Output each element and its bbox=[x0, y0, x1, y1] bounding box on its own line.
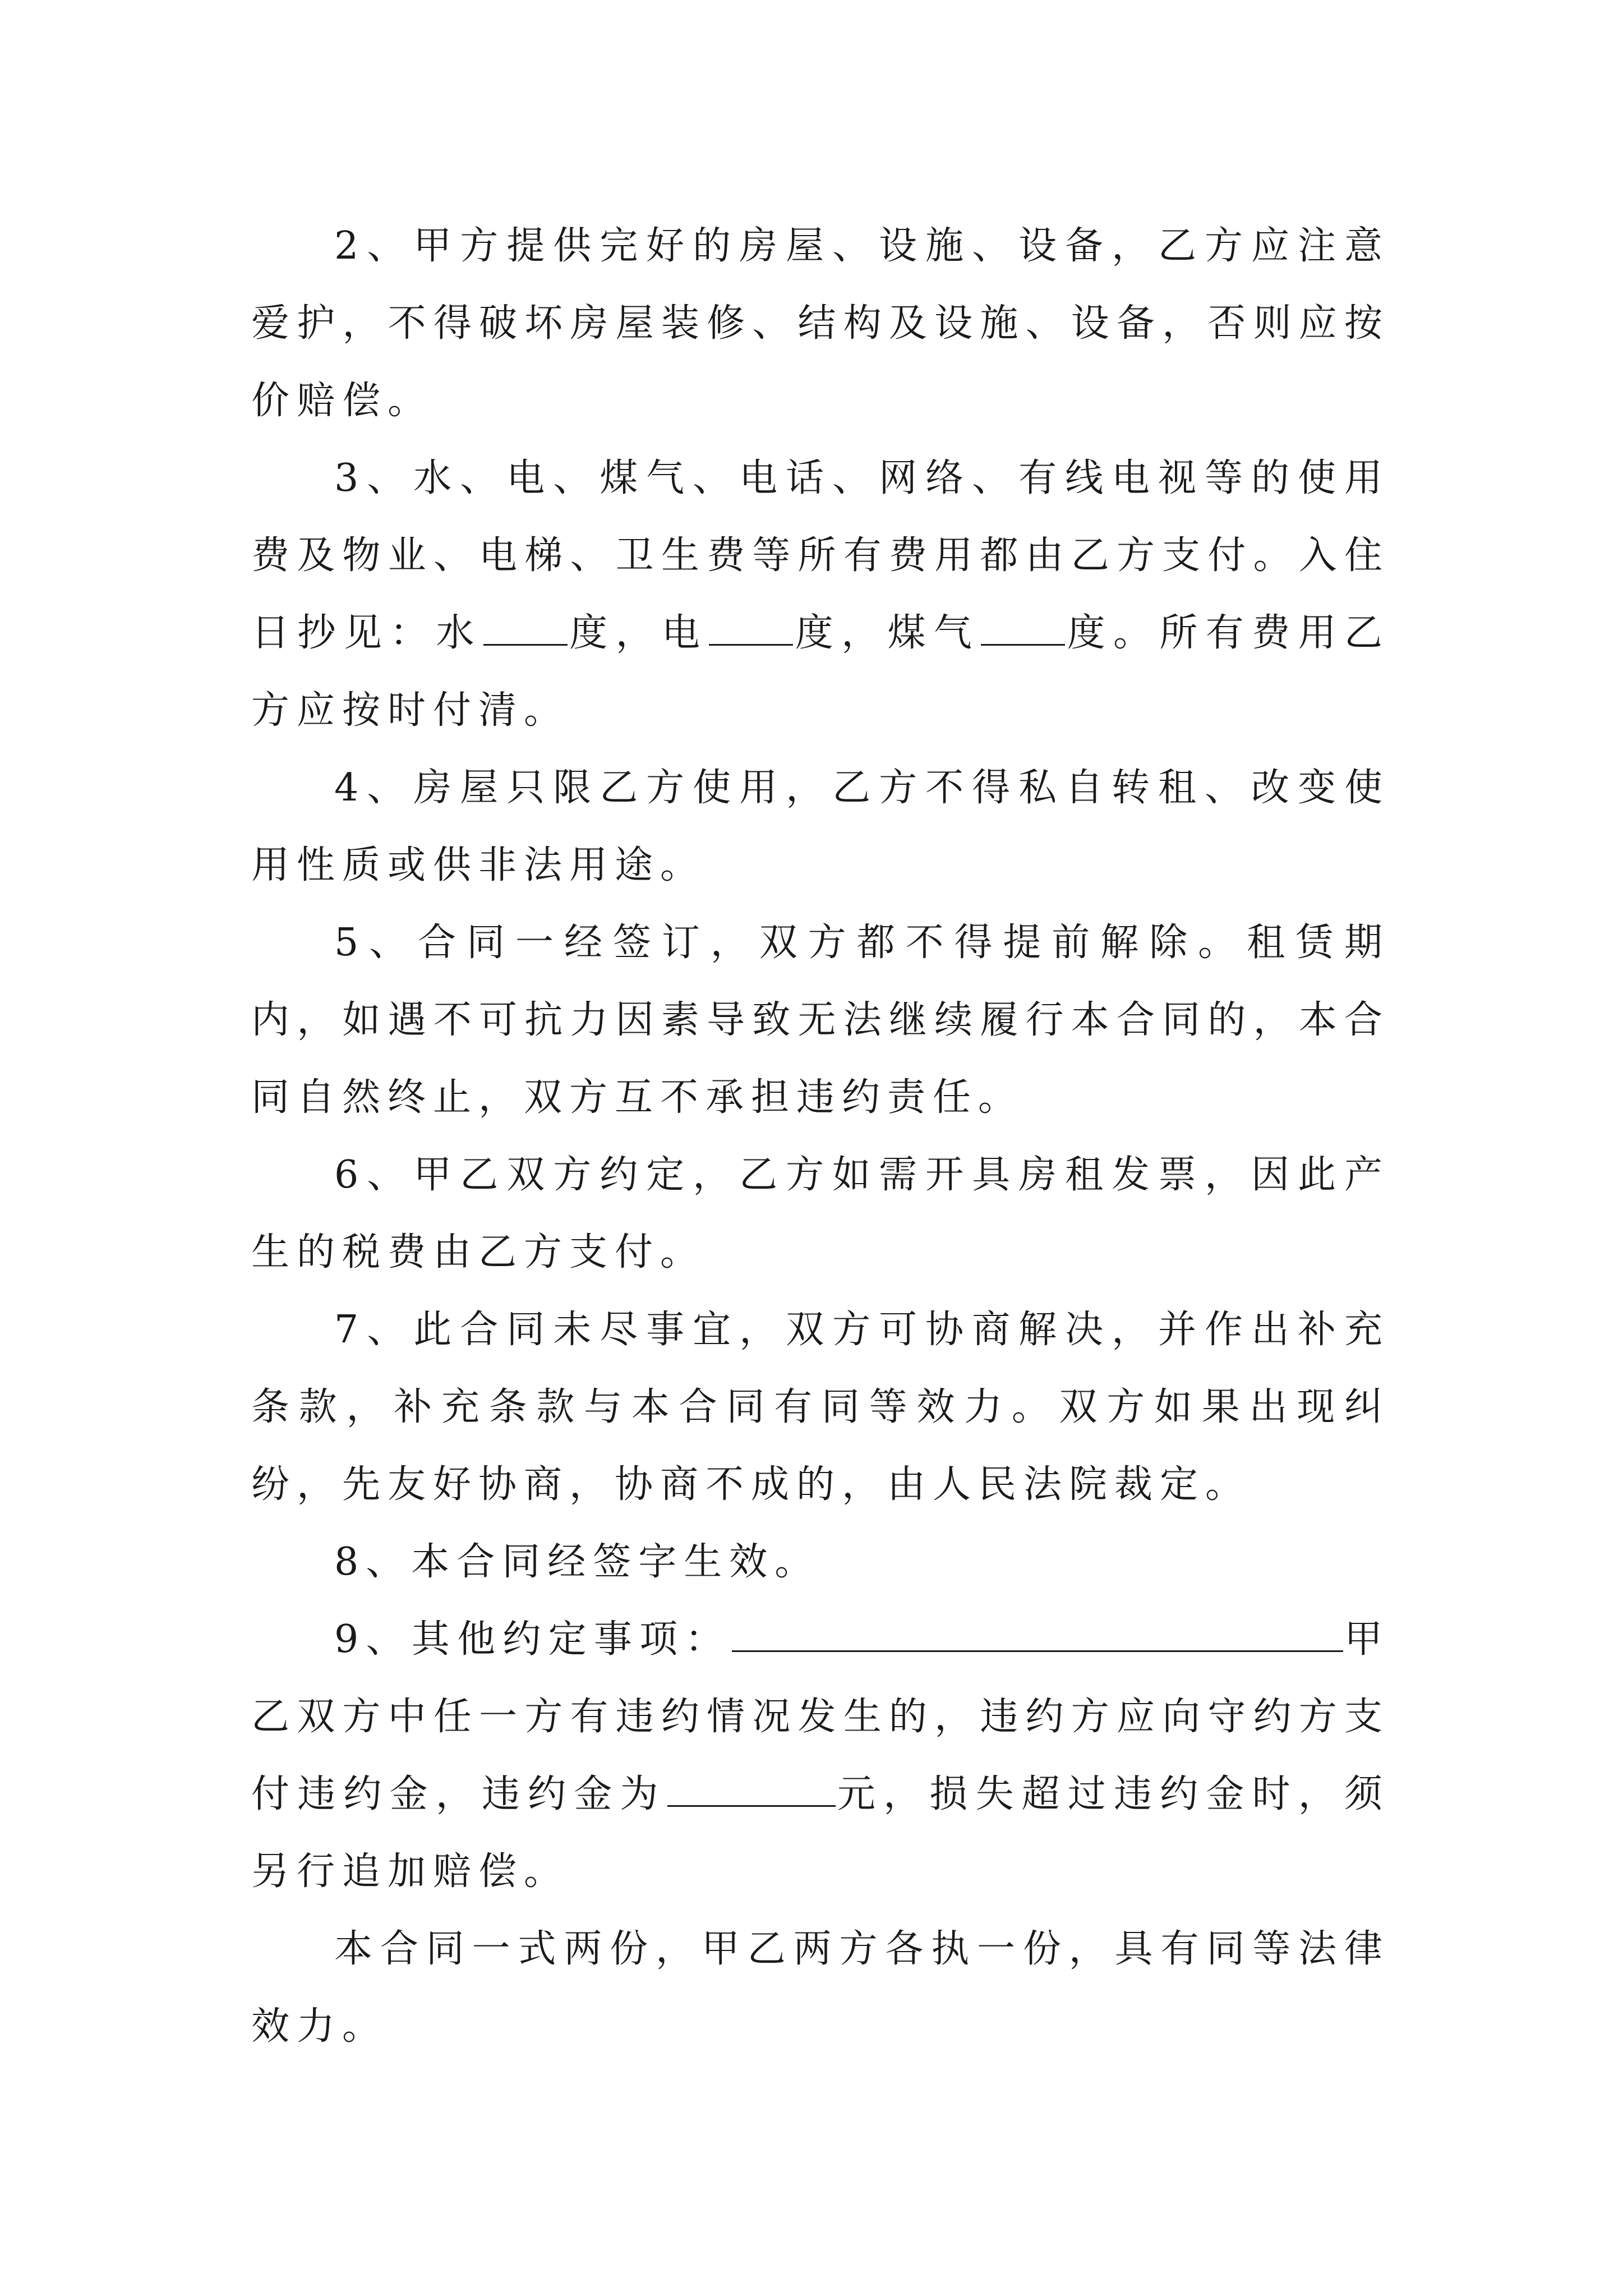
clause-5 bbox=[251, 904, 1390, 1137]
clause-3-text-a: 3、水、电、煤气、电话、网络、有线电视等的使用费及物业、电梯、卫生费等所有费用都由乙方支付。入住日抄见：水 bbox=[251, 456, 1390, 655]
clause-9-text-a: 9、其他约定事项： bbox=[334, 1617, 731, 1662]
clause-5-text: 5、合同一经签订，双方都不得提前解除。租赁期内，如遇不可抗力因素导致无法继续履行本合同的，本合同自然终止，双方互不承担违约责任。 bbox=[251, 921, 1390, 1120]
contract-body bbox=[251, 208, 1390, 2065]
closing-clause-text: 本合同一式两份，甲乙两方各执一份，具有同等法律效力。 bbox=[251, 1927, 1390, 2049]
clause-9 bbox=[251, 1601, 1390, 1911]
clause-6-text: 6、甲乙双方约定，乙方如需开具房租发票，因此产生的税费由乙方支付。 bbox=[251, 1153, 1390, 1274]
clause-2-text: 2、甲方提供完好的房屋、设施、设备，乙方应注意爱护，不得破坏房屋装修、结构及设施、设备，否则应按价赔偿。 bbox=[251, 224, 1390, 423]
gas-reading-blank bbox=[981, 611, 1065, 646]
clause-4-text: 4、房屋只限乙方使用，乙方不得私自转租、改变使用性质或供非法用途。 bbox=[251, 766, 1390, 887]
other-terms-blank bbox=[732, 1618, 1343, 1652]
closing-clause bbox=[251, 1911, 1390, 2065]
water-reading-blank bbox=[483, 611, 568, 646]
clause-9-text-c: 元，损失超过违约金时，须另行追加赔偿。 bbox=[251, 1772, 1390, 1894]
clause-2 bbox=[251, 208, 1390, 440]
clause-8-text: 8、本合同经签字生效。 bbox=[334, 1540, 820, 1584]
clause-7-text: 7、此合同未尽事宜，双方可协商解决，并作出补充条款，补充条款与本合同有同等效力。双方如果出现纠纷，先友好协商，协商不成的，由人民法院裁定。 bbox=[251, 1308, 1390, 1507]
clause-7 bbox=[251, 1291, 1390, 1524]
clause-8 bbox=[251, 1524, 1390, 1601]
clause-3 bbox=[251, 440, 1390, 749]
penalty-amount-blank bbox=[667, 1773, 836, 1807]
clause-6 bbox=[251, 1137, 1390, 1291]
electricity-reading-blank bbox=[709, 611, 793, 646]
clause-9-text-b: 甲乙双方中任一方有违约情况发生的，违约方应向守约方支付违约金，违约金为 bbox=[251, 1617, 1390, 1816]
clause-3-text-d: 度。所有费用乙方应按时付清。 bbox=[251, 611, 1390, 733]
clause-3-text-b: 度，电 bbox=[568, 611, 708, 655]
clause-4 bbox=[251, 749, 1390, 904]
clause-3-text-c: 度，煤气 bbox=[794, 611, 980, 655]
